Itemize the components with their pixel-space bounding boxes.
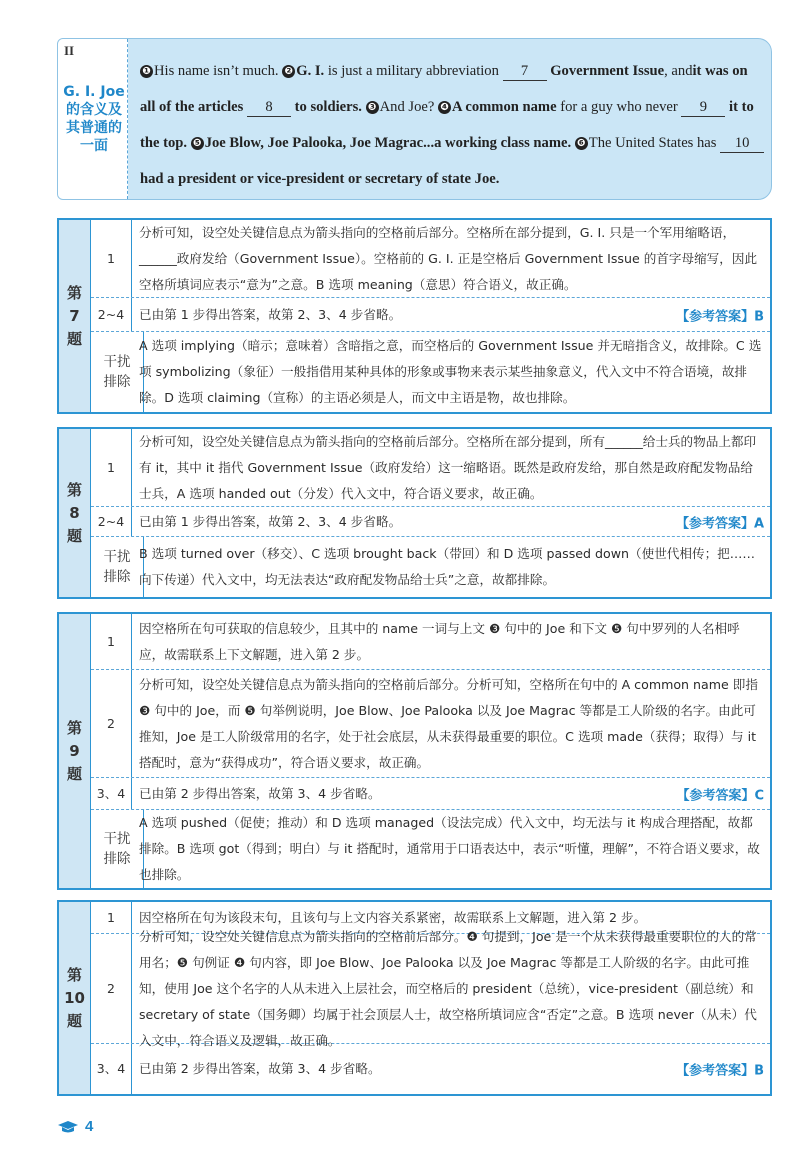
step-explanation xyxy=(139,332,762,412)
step-text: 因空格所在句为该段末句，且该句与上文内容关系紧密，故需联系上文解题，进入第 2 步。 xyxy=(139,909,647,925)
passage-plain-text: And Joe? xyxy=(379,99,438,115)
question-label-char: 题 xyxy=(66,764,82,783)
step-explanation xyxy=(139,537,762,597)
question-label-char: 题 xyxy=(66,526,82,545)
sentence-number-icon: ❸ xyxy=(366,101,379,114)
passage-bold-text: it was on all of the articles xyxy=(140,63,748,115)
step-row xyxy=(91,429,770,507)
step-explanation xyxy=(139,507,762,536)
passage-bold-text: Joe Blow, Joe Palooka, Joe Magrac...a working class name. xyxy=(204,135,572,151)
step-text: 分析可知，设空处关键信息点为箭头指向的空格前后部分。❹ 句提到，Joe 是一个从未获得最重要职位的人的常用名；❺ 句例证 ❹ 句内容，即 Joe Blow、Joe Palooka 以及 Joe Magrac 等都是工人阶级的名字。由此可推知，使用 Joe 这个名字的人从未进入上层社会，而空格后的 president（总统），vice-president（副总统）和 secretary of state（国务卿）均属于社会顶层人士，故空格所填词应含“否定”之意。B 选项 never（从未）代入文中，符合语义及逻辑，故正确。 xyxy=(139,928,757,1048)
passage-bold-text: had a president or vice-president or secretary of state Joe. xyxy=(140,171,500,187)
passage-side-label: G. I. Joe 的含义及其普通的一面 xyxy=(63,84,125,154)
step-number: 1 xyxy=(91,902,132,933)
question-label-char: 10 xyxy=(64,988,85,1007)
question-label-char: 第 xyxy=(66,480,82,499)
page-footer xyxy=(57,1118,93,1135)
passage-bold-text: A common name xyxy=(451,99,557,115)
question-rows xyxy=(91,429,770,597)
sentence-number-icon: ❺ xyxy=(191,137,204,150)
blank-7: 7 xyxy=(503,62,547,81)
step-explanation xyxy=(139,1044,762,1094)
step-number: 2 xyxy=(91,670,132,777)
step-text: 分析可知，设空处关键信息点为箭头指向的空格前后部分。分析可知，空格所在句中的 A common name 即指 ❸ 句中的 Joe，而 ❺ 句举例说明，Joe Blow、Joe Palooka 以及 Joe Magrac 等都是工人阶级的名字。由此可推知，Joe 是工人阶级常用的名字，处于社会底层，从未获得最重要的职位。C 选项 made（获得；取得）与 it 搭配时，意为“获得成功”，符合语义要求，故正确。 xyxy=(139,676,758,770)
step-row xyxy=(91,220,770,298)
passage-bold-text: G. I. xyxy=(296,63,325,79)
sentence-number-icon: ❶ xyxy=(140,65,153,78)
question-label xyxy=(59,429,91,597)
step-text: 分析可知，设空处关键信息点为箭头指向的空格前后部分。空格所在部分提到，G. I. 只是一个军用缩略语，______政府发给（Government Issue）。空格前的 G. I. 正是空格后 Government Issue 的首字母缩写，因此空格所填词应表示“意为”之意。B 选项 meaning（意思）符合语义，故正确。 xyxy=(139,224,758,292)
section-number: II xyxy=(64,43,75,58)
question-label-char: 题 xyxy=(66,329,82,348)
step-text: 已由第 1 步得出答案，故第 2、3、4 步省略。 xyxy=(139,513,402,529)
step-explanation xyxy=(139,778,762,809)
graduation-cap-icon xyxy=(57,1120,79,1134)
question-label xyxy=(59,614,91,888)
question-label-char: 7 xyxy=(69,306,80,325)
step-number: 3、4 xyxy=(91,778,132,809)
step-row xyxy=(91,1044,770,1094)
step-explanation xyxy=(139,614,762,669)
passage-box xyxy=(57,38,772,200)
question-9-block xyxy=(57,612,772,890)
step-number: 2~4 xyxy=(91,298,132,331)
passage-side-panel xyxy=(58,39,128,199)
page-number: 4 xyxy=(85,1118,94,1135)
step-text: A 选项 implying（暗示；意味着）含暗指之意，而空格后的 Government Issue 并无暗指含义，故排除。C 选项 symbolizing（象征）一般指借用某种具体的形象或事物来表示某些抽象意义，代入文中不符合语境，故排除。D 选项 claiming（宣称）的主语必须是人，而文中主语是物，故也排除。 xyxy=(139,338,762,405)
step-number: 干扰排除 xyxy=(91,537,144,597)
step-explanation xyxy=(139,928,762,1048)
passage-bold-text: it to the top. xyxy=(140,99,754,151)
blank-9: 9 xyxy=(681,98,725,117)
step-text: 已由第 1 步得出答案，故第 2、3、4 步省略。 xyxy=(139,306,402,322)
step-explanation xyxy=(139,429,762,506)
step-number: 1 xyxy=(91,614,132,669)
step-explanation xyxy=(139,810,762,888)
sentence-number-icon: ❷ xyxy=(282,65,295,78)
blank-10: 10 xyxy=(720,134,764,153)
step-number: 1 xyxy=(91,429,132,506)
passage-bold-text: Government Issue xyxy=(546,63,665,79)
question-label-char: 8 xyxy=(69,503,80,522)
passage-plain-text: The United States has xyxy=(588,135,721,151)
step-number: 3、4 xyxy=(91,1044,132,1094)
blank-8: 8 xyxy=(247,98,291,117)
step-text: A 选项 pushed（促使；推动）和 D 选项 managed（设法完成）代入文中，均无法与 it 构成合理搭配，故都排除。B 选项 got（得到；明白）与 it 搭配时，通常用于口语表达中，表示“听懂，理解”，不符合语义要求，故也排除。 xyxy=(139,815,760,882)
passage-text xyxy=(140,53,765,197)
step-text: 分析可知，设空处关键信息点为箭头指向的空格前后部分。空格所在部分提到，所有______给士兵的物品上都印有 it，其中 it 指代 Government Issue（政府发给）这一缩略语。既然是政府发给，那自然是政府配发物品给士兵，A 选项 handed out（分发）代入文中，符合语义要求，故正确。 xyxy=(139,433,757,501)
question-rows xyxy=(91,902,770,1094)
reference-answer: 【参考答案】A xyxy=(675,516,764,531)
question-label xyxy=(59,902,91,1094)
passage-plain-text: , and xyxy=(664,63,693,79)
step-number: 1 xyxy=(91,220,132,297)
question-label xyxy=(59,220,91,412)
reference-answer: 【参考答案】B xyxy=(676,309,764,324)
step-number: 干扰排除 xyxy=(91,332,144,412)
step-explanation xyxy=(139,220,762,297)
question-label-char: 第 xyxy=(66,965,82,984)
passage-plain-text: is just a military abbreviation xyxy=(324,63,503,79)
question-rows xyxy=(91,614,770,888)
passage-plain-text: His name isn’t much. xyxy=(154,63,283,79)
reference-answer: 【参考答案】B xyxy=(676,1063,764,1079)
sentence-number-icon: ❹ xyxy=(438,101,451,114)
sentence-number-icon: ❻ xyxy=(575,137,588,150)
step-row xyxy=(91,507,770,537)
step-text: B 选项 turned over（移交）、C 选项 brought back（带回）和 D 选项 passed down（使世代相传；把……向下传递）代入文中，均无法表达“政府配发物品给士兵”之意，故都排除。 xyxy=(139,546,755,587)
step-number: 干扰排除 xyxy=(91,810,144,888)
step-row xyxy=(91,670,770,778)
step-explanation xyxy=(139,298,762,331)
question-label-char: 题 xyxy=(66,1011,82,1030)
step-text: 已由第 2 步得出答案，故第 3、4 步省略。 xyxy=(139,785,381,801)
step-row xyxy=(91,537,770,597)
question-label-char: 第 xyxy=(66,283,82,302)
question-label-char: 第 xyxy=(66,718,82,737)
step-text: 已由第 2 步得出答案，故第 3、4 步省略。 xyxy=(139,1061,381,1076)
step-row xyxy=(91,332,770,412)
step-explanation xyxy=(139,670,762,777)
step-number: 2~4 xyxy=(91,507,132,536)
reference-answer: 【参考答案】C xyxy=(676,788,764,803)
question-rows xyxy=(91,220,770,412)
step-row xyxy=(91,928,770,1048)
step-number: 2 xyxy=(91,934,132,1043)
question-7-block xyxy=(57,218,772,414)
step-row xyxy=(91,614,770,670)
question-8-block xyxy=(57,427,772,599)
question-10-block xyxy=(57,900,772,1096)
passage-plain-text: for a guy who never xyxy=(556,99,682,115)
question-label-char: 9 xyxy=(69,741,80,760)
passage-bold-text: to soldiers. xyxy=(291,99,362,115)
step-text: 因空格所在句可获取的信息较少，且其中的 name 一词与上文 ❸ 句中的 Joe 和下文 ❺ 句中罗列的人名相呼应，故需联系上下文解题，进入第 2 步。 xyxy=(139,620,740,662)
step-row xyxy=(91,298,770,332)
step-row xyxy=(91,810,770,888)
step-row xyxy=(91,778,770,810)
